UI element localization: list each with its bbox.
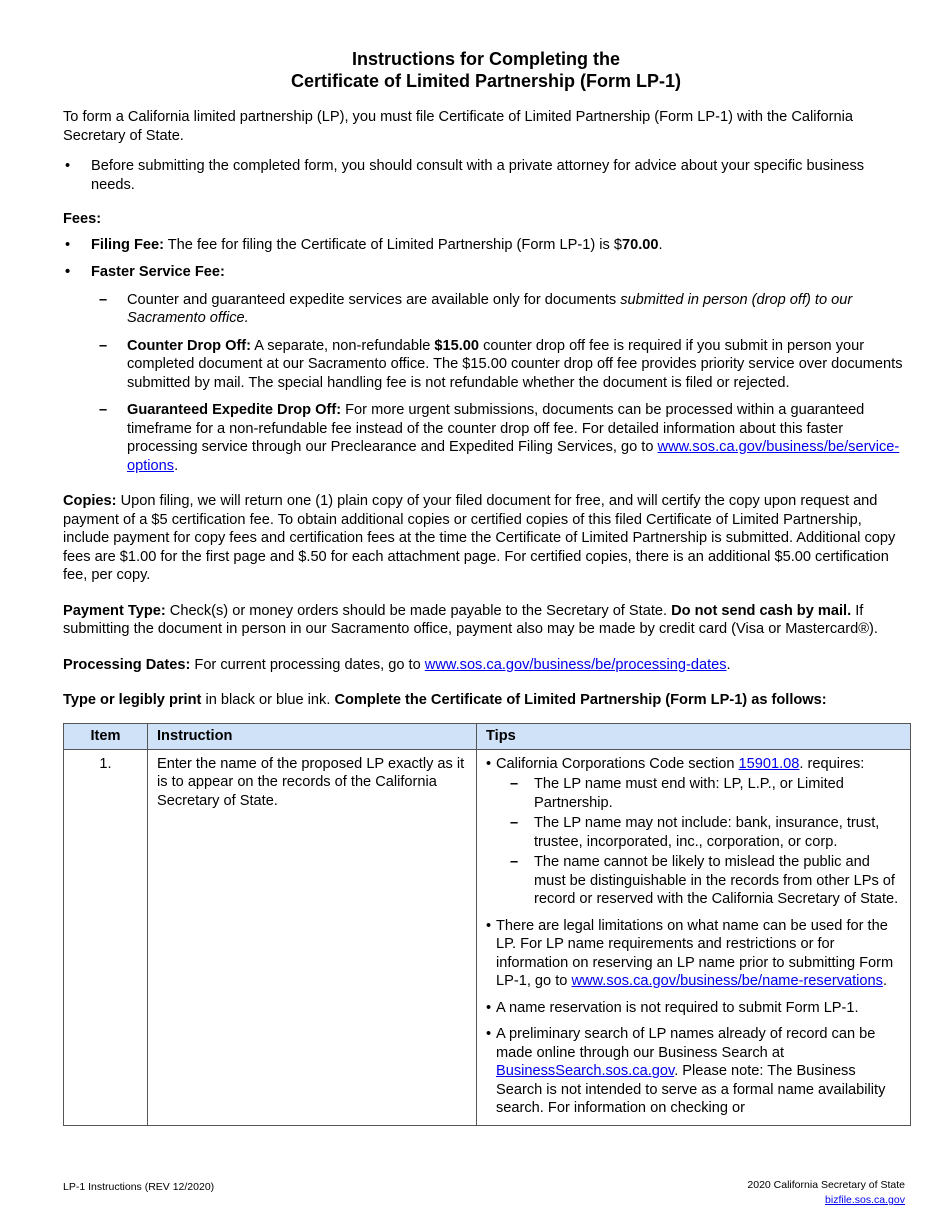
tip-item: • A preliminary search of LP names already of record can be made online through our Business Search at BusinessSearch.sos.ca.gov. Please note: The Business Search is not intended to serve as a formal name availability search. For information on checking or	[486, 1025, 901, 1118]
service-options-link[interactable]: www.sos.ca.gov/business/be/service-options	[127, 439, 900, 474]
footer-revision: LP-1 Instructions (REV 12/2020)	[63, 1181, 215, 1193]
tip-sub-item: – The LP name may not include: bank, insurance, trust, trustee, incorporated, inc., corporation, or corp.	[496, 814, 901, 851]
header-item: Item	[64, 723, 148, 749]
tip-sub-item: – The LP name must end with: LP, L.P., or Limited Partnership.	[496, 775, 901, 812]
copies-paragraph: Copies: Upon filing, we will return one (1) plain copy of your filed document for free, and will certify the copy upon request and payment of a $5 certification fee. To obtain additional copies or certified copies of this filed Certificate of Limited Partnership, include payment for copy fees and certification fees at the time the Certificate of Limited Partnership is submitted. Additional copy fees are $1.00 for the first page and $.50 for each attachment page. For certified copies, there is an additional $5.00 certification fee, per copy.	[63, 493, 896, 583]
instruction-cell: Enter the name of the proposed LP exactly as it is to appear on the records of the California Secretary of State.	[148, 749, 477, 1125]
filing-fee-item: • Filing Fee: The fee for filing the Certificate of Limited Partnership (Form LP-1) is $70.00.	[63, 236, 909, 255]
intro-bullet: • Before submitting the completed form, you should consult with a private attorney for advice about your specific business needs.	[63, 157, 909, 194]
name-reservations-link[interactable]: www.sos.ca.gov/business/be/name-reservations	[571, 973, 883, 989]
tips-cell	[477, 749, 911, 1125]
faster-service-item: • Faster Service Fee:	[63, 263, 909, 282]
footer-copyright: 2020 California Secretary of State	[747, 1179, 905, 1191]
bizfile-link[interactable]: bizfile.sos.ca.gov	[825, 1194, 905, 1206]
document-page	[63, 48, 909, 1126]
header-instruction: Instruction	[148, 723, 477, 749]
tip-item: • There are legal limitations on what name can be used for the LP. For LP name requirements and restrictions or for information on reserving an LP name prior to submitting Form LP-1, go to www.sos.ca.gov/business/be/name-reservations.	[486, 917, 901, 991]
instructions-table	[63, 723, 911, 1126]
business-search-link[interactable]: BusinessSearch.sos.ca.gov	[496, 1063, 675, 1079]
table-row	[64, 749, 911, 1125]
tip-item: • California Corporations Code section 15901.08. requires: – The LP name must end with: LP, L.P., or Limited Partnership. – The LP name may not include: bank, insurance, trust, trustee, incorporated, inc., corporation, or corp. – The name cannot be likely to mislead the public and must be distinguishable in the records from other LPs of record or reserved with the California Secretary of State.	[486, 755, 901, 909]
intro-paragraph: To form a California limited partnership (LP), you must file Certificate of Limited Partnership (Form LP-1) with the California Secretary of State.	[63, 109, 853, 144]
fees-heading: Fees:	[63, 211, 102, 227]
header-tips: Tips	[477, 723, 911, 749]
fee-dash-item: – Counter and guaranteed expedite services are available only for documents submitted in person (drop off) to our Sacramento office.	[99, 291, 853, 326]
code-section-link[interactable]: 15901.08	[738, 755, 800, 772]
table-header-row	[64, 723, 911, 749]
type-print-paragraph: Type or legibly print in black or blue ink. Complete the Certificate of Limited Partnership (Form LP-1) as follows:	[63, 692, 827, 708]
processing-dates-link[interactable]: www.sos.ca.gov/business/be/processing-dates	[424, 656, 727, 673]
footer-right	[747, 1178, 905, 1208]
tip-sub-item: – The name cannot be likely to mislead the public and must be distinguishable in the records from other LPs of record or reserved with the California Secretary of State.	[496, 853, 901, 909]
expedite-drop-off-item: – Guaranteed Expedite Drop Off: For more urgent submissions, documents can be processed within a guaranteed timeframe for a non-refundable fee instead of the counter drop off fee. For detailed information about this faster processing service through our Preclearance and Expedited Filing Services, go to www.sos.ca.gov/business/be/service-options.	[99, 402, 900, 474]
counter-drop-off-item: – Counter Drop Off: A separate, non-refundable $15.00 counter drop off fee is required if you submit in person your completed document at our Sacramento office. The $15.00 counter drop off fee provides priority service over documents submitted by mail. The special handling fee is not refundable whether the document is filed or rejected.	[99, 337, 903, 391]
tip-item: • A name reservation is not required to submit Form LP-1.	[486, 999, 901, 1018]
page-title: Instructions for Completing the Certificate of Limited Partnership (Form LP-1)	[290, 49, 682, 91]
payment-paragraph: Payment Type: Check(s) or money orders should be made payable to the Secretary of State. Do not send cash by mail. If submitting the document in person in our Sacramento office, payment also may be made by credit card (Visa or Mastercard®).	[63, 602, 878, 637]
item-number: 1.	[64, 749, 148, 1125]
processing-paragraph: Processing Dates: For current processing dates, go to www.sos.ca.gov/business/be/processing-dates.	[63, 656, 731, 673]
